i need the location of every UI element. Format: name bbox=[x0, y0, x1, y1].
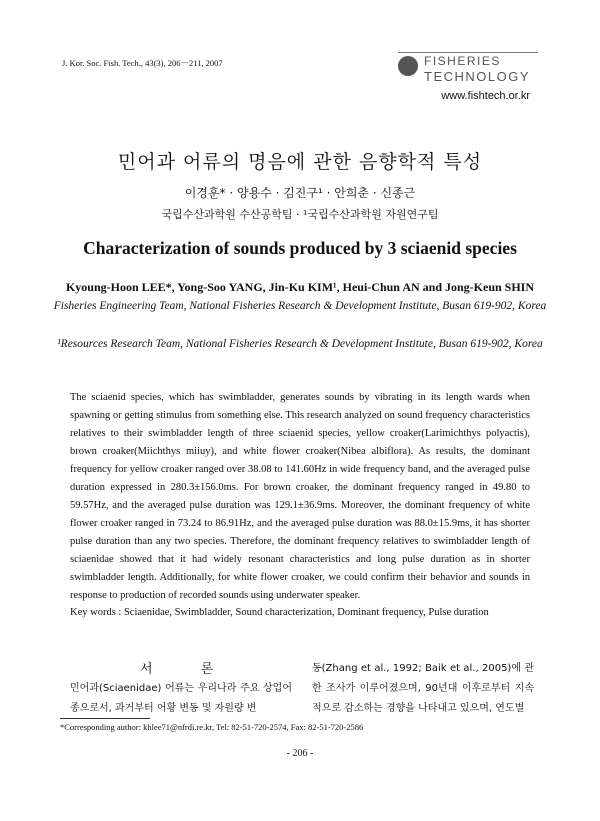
journal-website[interactable]: www.fishtech.or.kr bbox=[441, 90, 530, 102]
footnote-rule bbox=[60, 718, 150, 719]
abstract: The sciaenid species, which has swimbladder, generates sounds by vibrating in its length wards when spawning or getting stimulus from something else. This research analyzed on sound frequency characteristics relatives to their swimbladder length of three sciaenid species, yellow croaker(Larimichthys polyactis), brown croaker(Miichthys miiuy), and white flower croaker(Nibea albiflora). As results, the dominant frequency for yellow croaker ranged over 38.08 to 141.60Hz in wide frequency band, and the averaged pulse duration expressed in 280.3±156.0ms. For brown croaker, the dominant frequency ranged in 49.80 to 59.57Hz, and the averaged pulse duration was 129.1±36.9ms. Moreover, the dominant frequency of white flower croaker ranged in 73.24 to 86.91Hz, and the averaged pulse duration was 88.0±15.9ms, it has shorter pulse duration than any two species. Therefore, the dominant frequency relatives to swimbladder length of sciaenidae showed that it had widely resonant characteristics and long pulse duration as in shorter swimbladder length. Additionally, for white flower croaker, we could confirm their behavior and sounds in response to production of recorded sounds using underwater speaker. bbox=[70, 392, 530, 601]
title-english: Characterization of sounds produced by 3 sciaenid species bbox=[83, 238, 517, 258]
authors-korean: 이경훈* · 양용수 · 김진구¹ · 안희춘 · 신종근 bbox=[184, 186, 416, 200]
authors-english: Kyoung-Hoon LEE*, Yong-Soo YANG, Jin-Ku KIM¹, Heui-Chun AN and Jong-Keun SHIN bbox=[65, 280, 535, 294]
affiliation-english-1: Fisheries Engineering Team, National Fisheries Research & Development Institute, Busan 619-902, Korea bbox=[53, 300, 547, 312]
affiliation-english-2: ¹Resources Research Team, National Fisheries Research & Development Institute, Busan 619-902, Korea bbox=[57, 338, 543, 350]
journal-citation: J. Kor. Soc. Fish. Tech., 43(3), 206－211, 2007 bbox=[62, 58, 223, 68]
intro-right-column: 동(Zhang et al., 1992; Baik et al., 2005)에 관한 조사가 이루어졌으며, 90년대 이후로부터 지속적으로 감소하는 경향을 나타내고 있으며, 연도별 bbox=[312, 663, 534, 714]
logo-text-fisheries: FISHERIES bbox=[424, 54, 501, 68]
page-number: - 206 - bbox=[286, 748, 314, 759]
intro-left-column: 민어과(Sciaenidae) 어류는 우리나라 주요 상업어종으로서, 과거부터 어황 변동 및 자원량 변 bbox=[70, 683, 292, 714]
journal-logo bbox=[398, 52, 538, 88]
corresponding-author-footnote: *Corresponding author: khlee71@nfrdi.re.kr, Tel: 82-51-720-2574, Fax: 82-51-720-2586 bbox=[60, 722, 364, 732]
globe-icon bbox=[398, 56, 418, 76]
section-heading-introduction: 서 론 bbox=[140, 662, 236, 677]
logo-text-technology: TECHNOLOGY bbox=[424, 69, 531, 84]
keywords: Key words : Sciaenidae, Swimbladder, Sound characterization, Dominant frequency, Pulse duration bbox=[70, 607, 489, 618]
logo-rule bbox=[398, 52, 538, 53]
affiliation-korean: 국립수산과학원 수산공학팀 · ¹국립수산과학원 자원연구팀 bbox=[161, 208, 439, 221]
title-korean: 민어과 어류의 명음에 관한 음향학적 특성 bbox=[117, 151, 483, 173]
